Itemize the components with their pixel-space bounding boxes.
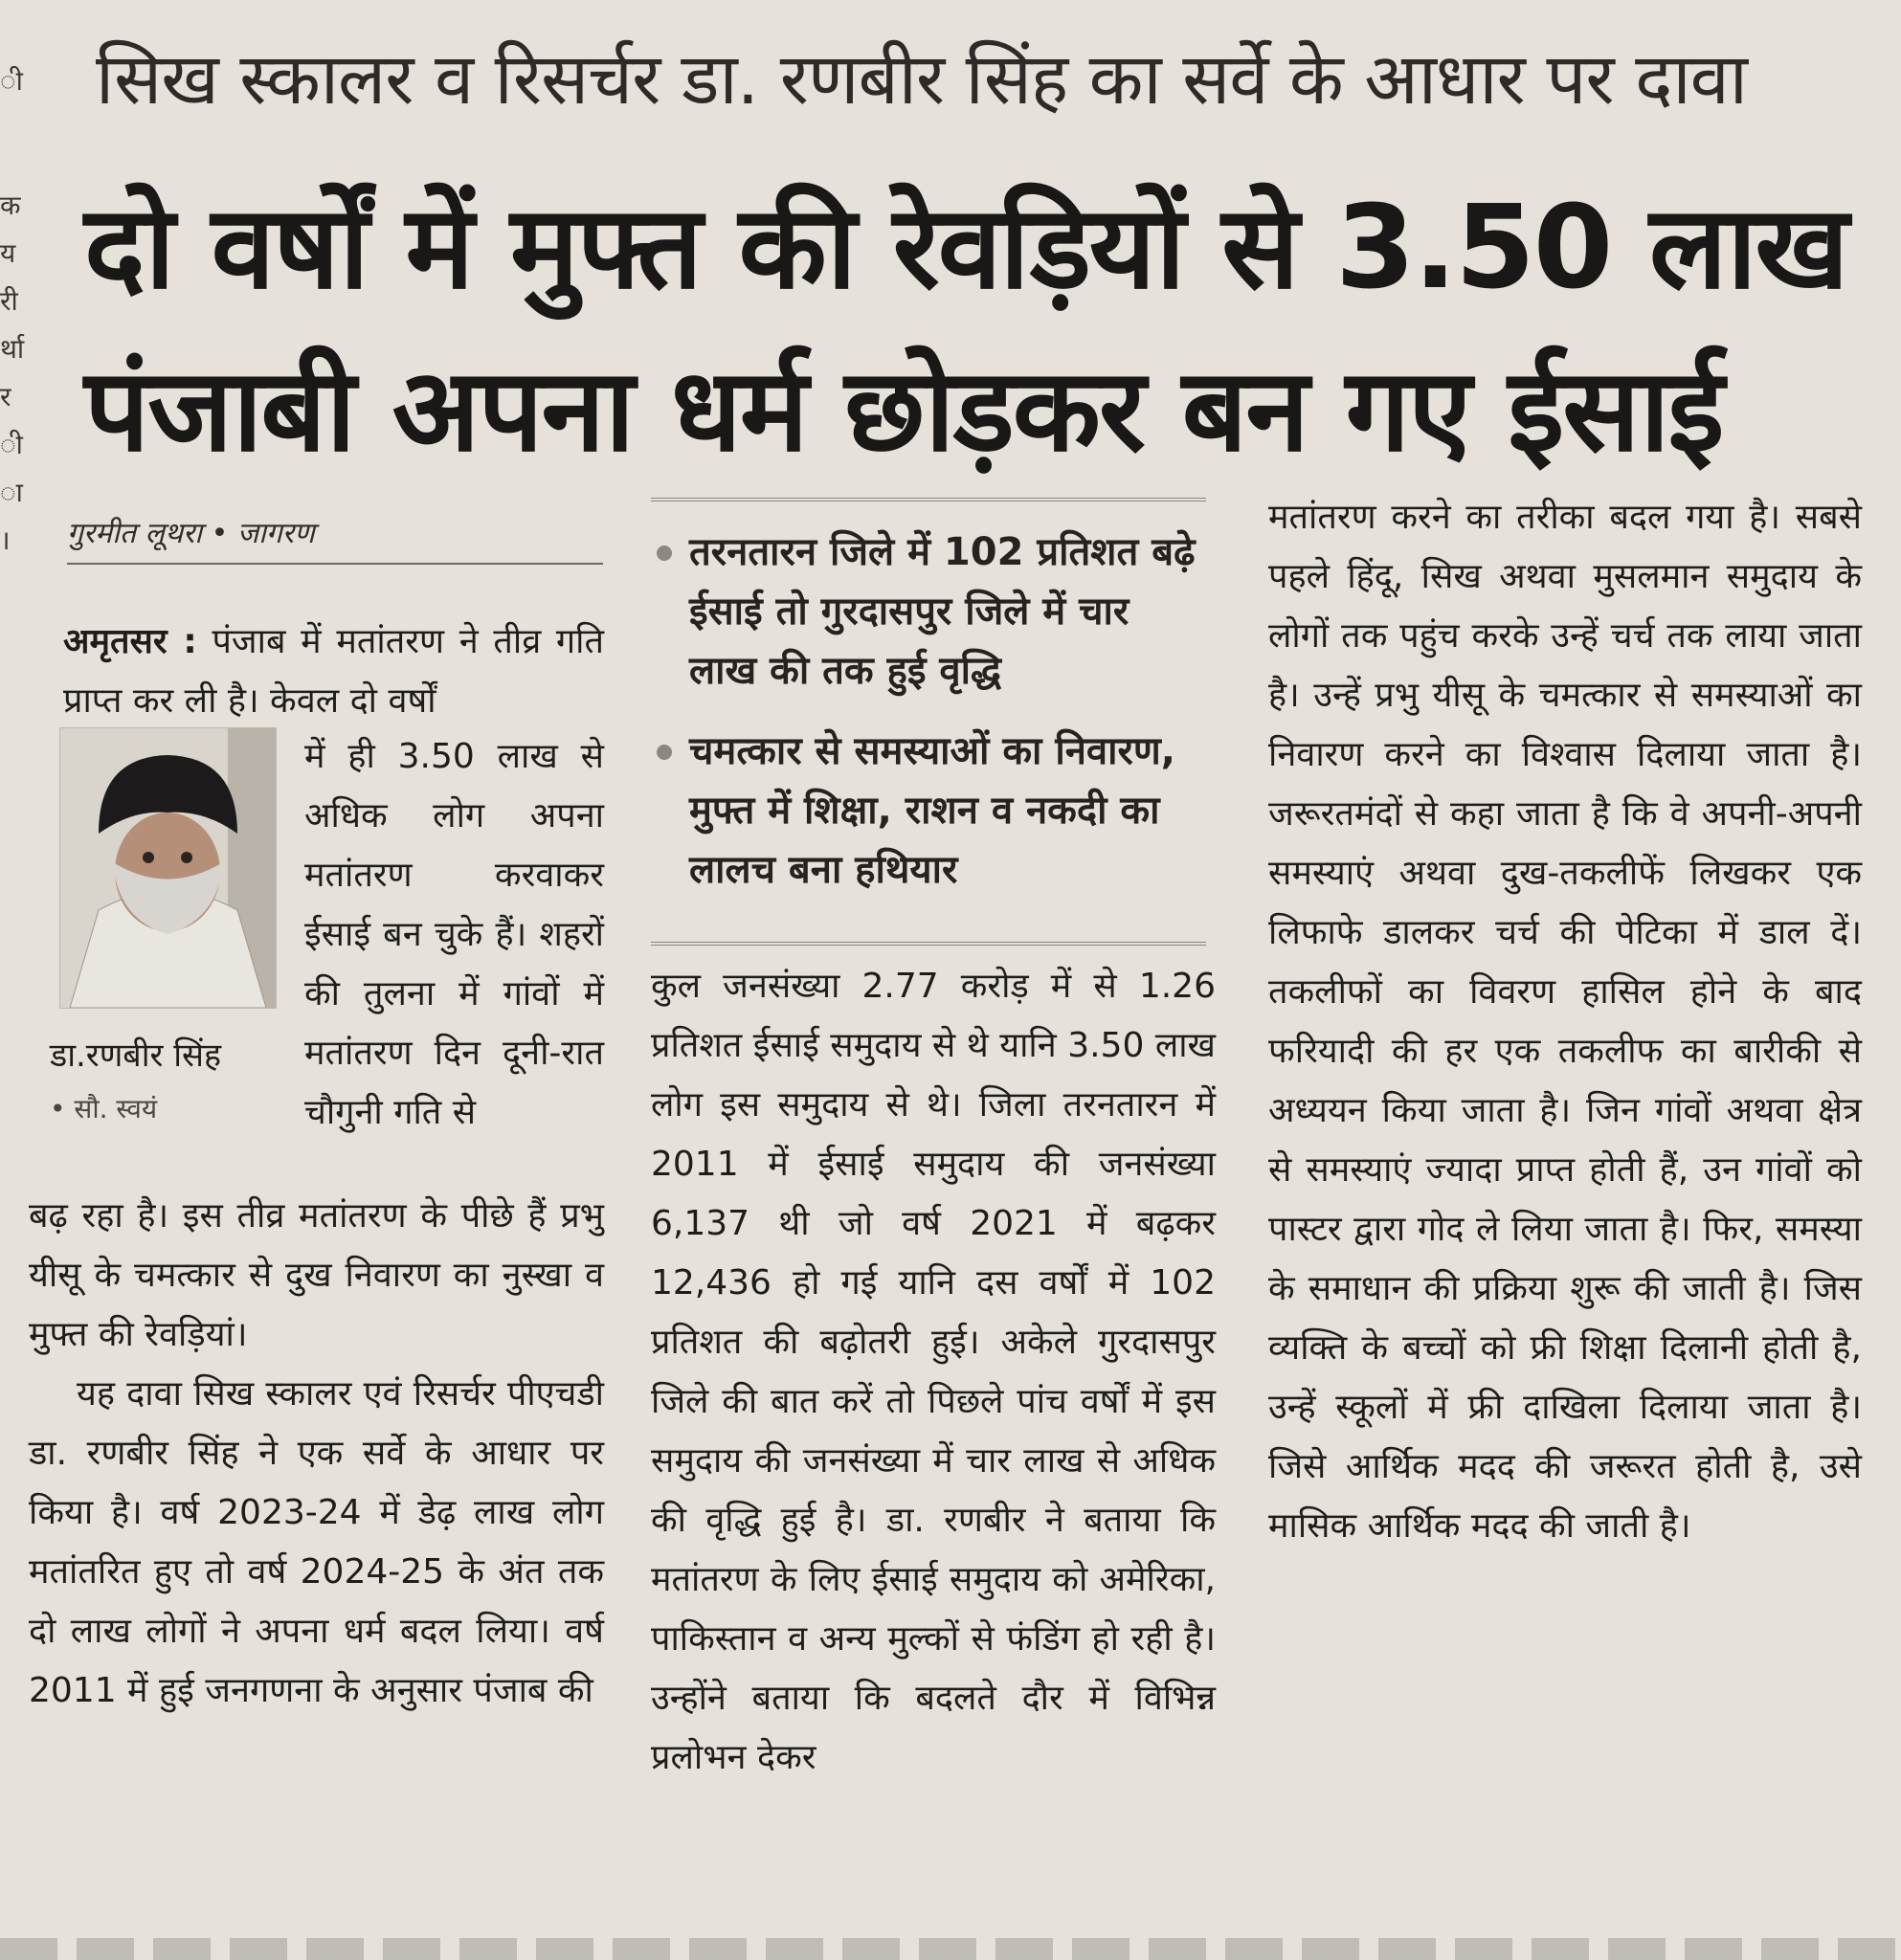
portrait-image — [60, 728, 276, 1008]
edge-fragment: ी — [0, 429, 23, 460]
column-2-body — [651, 957, 1216, 1788]
highlight-item: चमत्कार से समस्याओं का निवारण, मुफ्त में शिक्षा, राशन व नकदी का लालच बना हथियार — [651, 722, 1206, 900]
column-3-body — [1268, 488, 1862, 1556]
cropped-next-line — [0, 1938, 1901, 1960]
edge-fragment: र्था — [0, 333, 25, 365]
author-photo — [59, 727, 277, 1009]
edge-fragment: री — [0, 285, 18, 317]
highlight-item: तरनतारन जिले में 102 प्रतिशत बढ़े ईसाई तो गुरदासपुर जिले में चार लाख की तक हुई वृद्धि — [651, 523, 1206, 701]
edge-fragment: क — [0, 189, 21, 221]
body-paragraph: मतांतरण करने का तरीका बदल गया है। सबसे पहले हिंदू, सिख अथवा मुसलमान समुदाय के लोगों तक पहुंच करके उन्हें चर्च तक लाया जाता है। उन्हें प्रभु यीसू के चमत्कार से समस्याओं का निवारण करने का विश्वास दिलाया जाता है। जरूरतमंदों से कहा जाता है कि वे अपनी-अपनी समस्याएं अथवा दुख-तकलीफें लिखकर एक लिफाफे डालकर चर्च की पेटिका में डाल दें। तकलीफों का विवरण हासिल होने के बाद फरियादी की हर एक तकलीफ का बारीकी से अध्ययन किया जाता है। जिन गांवों अथवा क्षेत्र से समस्याएं ज्यादा प्राप्त होती हैं, उन गांवों को पास्टर द्वारा गोद ले लिया जाता है। फिर, समस्या के समाधान की प्रक्रिया शुरू की जाती है। जिस व्यक्ति के बच्चों को फ्री शिक्षा दिलानी होती है, उन्हें स्कूलों में फ्री दाखिला दिलाया जाता है। जिसे आर्थिक मदद की जरूरत होती है, उसे मासिक आर्थिक मदद की जाती है। — [1268, 498, 1862, 1546]
caption-credit: • सौ. स्वयं — [50, 1093, 158, 1125]
caption-name: डा.रणबीर सिंह — [50, 1036, 222, 1075]
dateline: अमृतसर : — [63, 622, 197, 661]
kicker-line: सिख स्कालर व रिसर्चर डा. रणबीर सिंह का सर्वे के आधार पर दावा — [96, 38, 1747, 121]
column-1-intro — [63, 612, 604, 731]
edge-fragment: ी — [0, 65, 23, 97]
photo-caption — [50, 1029, 289, 1136]
edge-fragment: । — [0, 524, 11, 556]
byline: गुरमीत लूथरा • जागरण — [67, 512, 603, 565]
column-1-wrap-text — [304, 727, 604, 1143]
headline-line-1: दो वर्षों में मुफ्त की रेवड़ियों से 3.50 लाख — [84, 182, 1847, 315]
body-paragraph: यह दावा सिख स्कालर एवं रिसर्चर पीएचडी डा. रणबीर सिंह ने एक सर्वे के आधार पर किया है। वर्ष 2023-24 में डेढ़ लाख लोग मतांतरित हुए तो वर्ष 2024-25 के अंत तक दो लाख लोगों ने अपना धर्म बदल लिया। वर्ष 2011 में हुई जनगणना के अनुसार पंजाब की — [29, 1374, 604, 1710]
body-paragraph: कुल जनसंख्या 2.77 करोड़ में से 1.26 प्रतिशत ईसाई समुदाय से थे यानि 3.50 लाख लोग इस समुदाय से थे। जिला तरनतारन में 2011 में ईसाई समुदाय की जनसंख्या 6,137 थी जो वर्ष 2021 में बढ़कर 12,436 हो गई यानि दस वर्षों में 102 प्रतिशत की बढ़ोतरी हुई। अकेले गुरदासपुर जिले की बात करें तो पिछले पांच वर्षों में इस समुदाय की जनसंख्या में चार लाख से अधिक की वृद्धि हुई है। डा. रणबीर ने बताया कि मतांतरण के लिए ईसाई समुदाय को अमेरिका, पाकिस्तान व अन्य मुल्कों से फंडिंग हो रही है। उन्होंने बताया कि बदलते दौर में विभिन्न प्रलोभन देकर — [651, 967, 1216, 1777]
highlights-box — [651, 498, 1206, 946]
edge-fragment: र — [0, 381, 11, 412]
adjacent-column-edge — [0, 57, 27, 785]
headline-line-2: पंजाबी अपना धर्म छोड़कर बन गए ईसाई — [84, 345, 1723, 478]
intro-text: पंजाब में मतांतरण ने तीव्र गति प्राप्त कर ली है। केवल दो वर्षों — [63, 622, 604, 721]
column-1-body — [29, 1187, 604, 1721]
body-paragraph: बढ़ रहा है। इस तीव्र मतांतरण के पीछे हैं प्रभु यीसू के चमत्कार से दुख निवारण का नुस्खा व मुफ्त की रेवड़ियां। — [29, 1196, 604, 1354]
edge-fragment: ा — [0, 477, 23, 508]
wrap-text: में ही 3.50 लाख से अधिक लोग अपना मतांतरण करवाकर ईसाई बन चुके हैं। शहरों की तुलना में गांवों में मतांतरण दिन दूनी-रात चौगुनी गति से — [304, 737, 604, 1132]
edge-fragment: य — [0, 237, 16, 269]
